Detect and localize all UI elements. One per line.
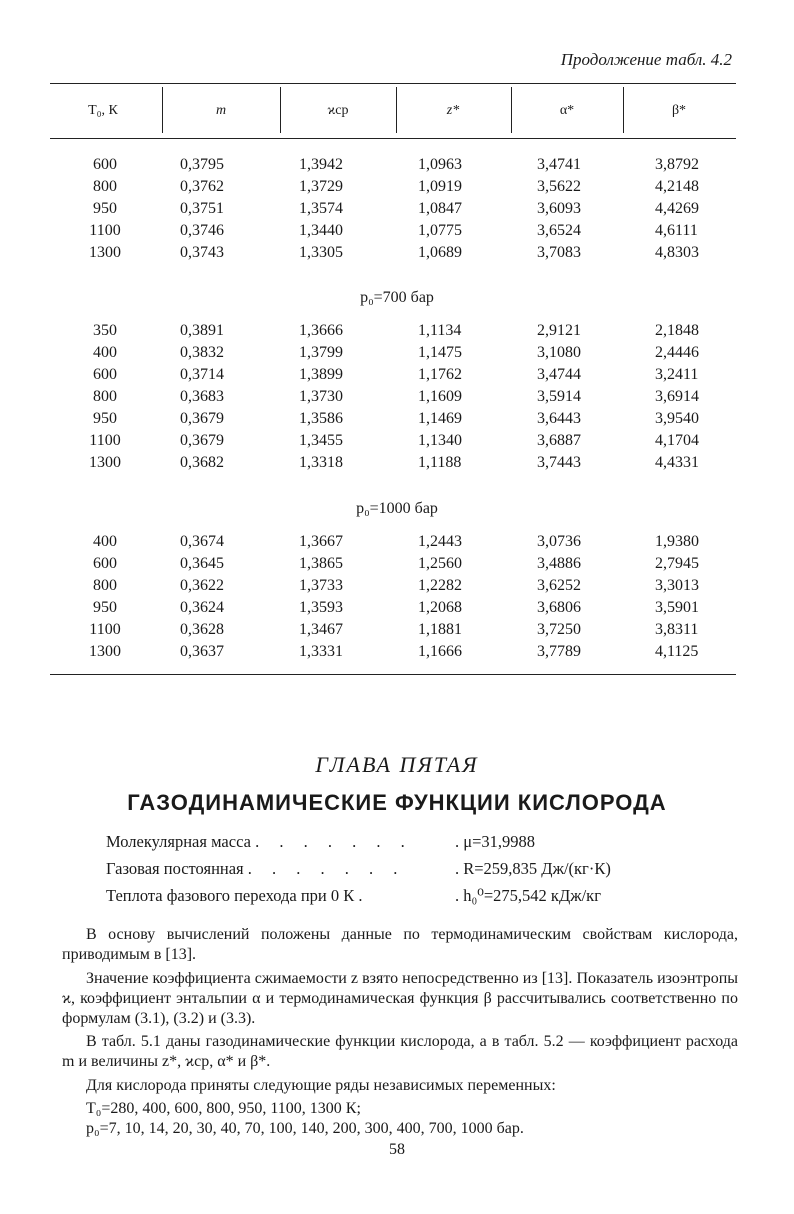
table-cell: 3,7443 <box>537 454 581 471</box>
table-cell: 1,2282 <box>418 577 462 594</box>
table-cell: 3,4886 <box>537 555 581 572</box>
table-row <box>0 454 794 475</box>
table-cell: 1,0689 <box>418 244 462 261</box>
table-cell: 1100 <box>89 222 121 239</box>
chapter-title: ГАЗОДИНАМИЧЕСКИЕ ФУНКЦИИ КИСЛОРОДА <box>127 790 667 815</box>
table-cell: 3,6093 <box>537 200 581 217</box>
table-cell: 800 <box>93 178 117 195</box>
header-divider <box>623 87 624 133</box>
column-header-alpha: α* <box>559 103 575 118</box>
table-cell: 3,0736 <box>537 533 581 550</box>
property-label: Молекулярная масса . . . . . . . <box>106 832 413 851</box>
table-cell: 0,3832 <box>180 344 224 361</box>
table-cell: 1,1340 <box>418 432 462 449</box>
table-cell: 1,3865 <box>299 555 343 572</box>
table-cell: 1,0775 <box>418 222 462 239</box>
paragraph: Для кислорода приняты следующие ряды независимых переменных: <box>86 1077 556 1094</box>
table-cell: 1,1881 <box>418 621 462 638</box>
table-cell: 0,3624 <box>180 599 224 616</box>
table-cell: 950 <box>93 599 117 616</box>
header-divider <box>511 87 512 133</box>
table-cell: 1,3440 <box>299 222 343 239</box>
table-cell: 0,3746 <box>180 222 224 239</box>
table-cell: 0,3679 <box>180 432 224 449</box>
table-cell: 3,6252 <box>537 577 581 594</box>
table-cell: 1,3729 <box>299 178 343 195</box>
table-cell: 0,3622 <box>180 577 224 594</box>
table-cell: 3,5622 <box>537 178 581 195</box>
table-cell: 800 <box>93 577 117 594</box>
table-cell: 1,2560 <box>418 555 462 572</box>
table-cell: 3,9540 <box>655 410 699 427</box>
table-cell: 1300 <box>89 244 121 261</box>
table-cell: 0,3645 <box>180 555 224 572</box>
table-cell: 600 <box>93 366 117 383</box>
table-cell: 1,0919 <box>418 178 462 195</box>
table-cell: 3,1080 <box>537 344 581 361</box>
table-cell: 950 <box>93 410 117 427</box>
table-cell: 3,2411 <box>655 366 699 383</box>
table-cell: 4,6111 <box>655 222 698 239</box>
paragraph: Значение коэффициента сжимаемости z взято непосредственно из [13]. Показатель изоэнтропы ϰ, коэффициент энтальпии α и термодинамическая функция β рассчитывались соответственно по формулам (3.1), (3.2) и (3.3). <box>62 970 738 1027</box>
paragraph: В табл. 5.1 даны газодинамические функции кислорода, а в табл. 5.2 — коэффициент расхода m и величины z*, ϰср, α* и β*. <box>62 1033 738 1070</box>
column-header-m: m <box>215 103 227 118</box>
variable-line: T₀=280, 400, 600, 800, 950, 1100, 1300 К; <box>86 1100 361 1117</box>
column-header-t0: T₀, К <box>88 103 118 118</box>
table-cell: 1,3593 <box>299 599 343 616</box>
table-cell: 0,3679 <box>180 410 224 427</box>
table-cell: 4,4269 <box>655 200 699 217</box>
table-cell: 1,1475 <box>418 344 462 361</box>
paragraph: В основу вычислений положены данные по термодинамическим свойствам кислорода, приводимым в [13]. <box>62 926 738 963</box>
table-cell: 0,3637 <box>180 643 224 660</box>
table-cell: 1,9380 <box>655 533 699 550</box>
table-cell: 1,3733 <box>299 577 343 594</box>
table-row <box>0 410 794 431</box>
property-value: . R=259,835 Дж/(кг·К) <box>455 859 611 878</box>
chapter-label: ГЛАВА ПЯТАЯ <box>315 752 479 777</box>
table-row <box>0 200 794 221</box>
table-row <box>0 322 794 343</box>
header-divider <box>162 87 163 133</box>
table-cell: 1,3899 <box>299 366 343 383</box>
table-cell: 3,6914 <box>655 388 699 405</box>
table-cell: 3,6524 <box>537 222 581 239</box>
column-header-z: z* <box>446 103 460 118</box>
table-row <box>0 244 794 265</box>
table-cell: 3,6887 <box>537 432 581 449</box>
table-cell: 1,2068 <box>418 599 462 616</box>
table-cell: 0,3743 <box>180 244 224 261</box>
table-row <box>0 555 794 576</box>
table-bottom-rule <box>50 674 736 675</box>
table-cell: 1,0963 <box>418 156 462 173</box>
table-row <box>0 643 794 664</box>
table-cell: 3,3013 <box>655 577 699 594</box>
table-cell: 400 <box>93 344 117 361</box>
table-cell: 1,0847 <box>418 200 462 217</box>
table-cell: 1,3318 <box>299 454 343 471</box>
table-cell: 2,9121 <box>537 322 581 339</box>
page-number: 58 <box>389 1141 405 1158</box>
table-cell: 600 <box>93 555 117 572</box>
table-cell: 0,3628 <box>180 621 224 638</box>
table-cell: 1,1188 <box>418 454 462 471</box>
header-divider <box>396 87 397 133</box>
table-cell: 600 <box>93 156 117 173</box>
table-cell: 3,5914 <box>537 388 581 405</box>
property-value: . h₀⁰=275,542 кДж/кг <box>455 886 601 905</box>
table-cell: 1,1469 <box>418 410 462 427</box>
table-cell: 3,8792 <box>655 156 699 173</box>
variable-line: p₀=7, 10, 14, 20, 30, 40, 70, 100, 140, 200, 300, 400, 700, 1000 бар. <box>86 1120 524 1137</box>
table-row <box>0 388 794 409</box>
table-cell: 1,3467 <box>299 621 343 638</box>
table-cell: 2,1848 <box>655 322 699 339</box>
table-cell: 400 <box>93 533 117 550</box>
table-row <box>0 577 794 598</box>
table-cell: 1300 <box>89 454 121 471</box>
property-label: Газовая постоянная . . . . . . . <box>106 859 406 878</box>
table-cell: 1,1762 <box>418 366 462 383</box>
table-cell: 950 <box>93 200 117 217</box>
table-cell: 1100 <box>89 621 121 638</box>
table-cell: 0,3751 <box>180 200 224 217</box>
table-cell: 2,7945 <box>655 555 699 572</box>
table-header-rule <box>50 138 736 139</box>
table-row <box>0 344 794 365</box>
table-cell: 1,3586 <box>299 410 343 427</box>
header-divider <box>280 87 281 133</box>
property-value: . μ=31,9988 <box>455 832 536 851</box>
table-cell: 4,2148 <box>655 178 699 195</box>
table-cell: 1,3942 <box>299 156 343 173</box>
table-cell: 4,1125 <box>655 643 699 660</box>
table-row <box>0 222 794 243</box>
table-cell: 0,3683 <box>180 388 224 405</box>
table-row <box>0 366 794 387</box>
table-cell: 800 <box>93 388 117 405</box>
table-cell: 1,1134 <box>418 322 462 339</box>
table-cell: 0,3714 <box>180 366 224 383</box>
table-cell: 1100 <box>89 432 121 449</box>
table-cell: 1,3331 <box>299 643 343 660</box>
table-cell: 1,3799 <box>299 344 343 361</box>
table-top-rule <box>50 83 736 84</box>
table-cell: 0,3795 <box>180 156 224 173</box>
table-row <box>0 533 794 554</box>
table-cell: 3,4741 <box>537 156 581 173</box>
table-cell: 1,3574 <box>299 200 343 217</box>
table-cell: 1,3730 <box>299 388 343 405</box>
table-cell: 1,3667 <box>299 533 343 550</box>
table-cell: 3,6443 <box>537 410 581 427</box>
table-cell: 3,6806 <box>537 599 581 616</box>
table-cell: 350 <box>93 322 117 339</box>
table-cell: 0,3762 <box>180 178 224 195</box>
table-row <box>0 599 794 620</box>
column-header-kappa: ϰср <box>327 103 349 118</box>
pressure-group-label: p₀=700 бар <box>360 289 434 306</box>
table-row <box>0 432 794 453</box>
table-cell: 1,3455 <box>299 432 343 449</box>
table-cell: 1,1609 <box>418 388 462 405</box>
table-cell: 1300 <box>89 643 121 660</box>
continuation-label: Продолжение табл. 4.2 <box>560 50 732 69</box>
table-cell: 1,1666 <box>418 643 462 660</box>
table-cell: 4,1704 <box>655 432 699 449</box>
pressure-group-label: p₀=1000 бар <box>356 500 438 517</box>
table-row <box>0 156 794 177</box>
property-label: Теплота фазового перехода при 0 К . <box>106 886 371 905</box>
table-cell: 2,4446 <box>655 344 699 361</box>
table-cell: 3,7789 <box>537 643 581 660</box>
table-cell: 4,8303 <box>655 244 699 261</box>
table-cell: 3,7250 <box>537 621 581 638</box>
column-header-beta: β* <box>671 103 687 118</box>
table-cell: 3,7083 <box>537 244 581 261</box>
table-cell: 0,3682 <box>180 454 224 471</box>
table-row <box>0 621 794 642</box>
table-cell: 3,5901 <box>655 599 699 616</box>
table-cell: 3,4744 <box>537 366 581 383</box>
table-cell: 1,3305 <box>299 244 343 261</box>
table-cell: 1,3666 <box>299 322 343 339</box>
table-row <box>0 178 794 199</box>
table-cell: 1,2443 <box>418 533 462 550</box>
table-cell: 4,4331 <box>655 454 699 471</box>
table-cell: 0,3891 <box>180 322 224 339</box>
table-cell: 0,3674 <box>180 533 224 550</box>
table-cell: 3,8311 <box>655 621 699 638</box>
